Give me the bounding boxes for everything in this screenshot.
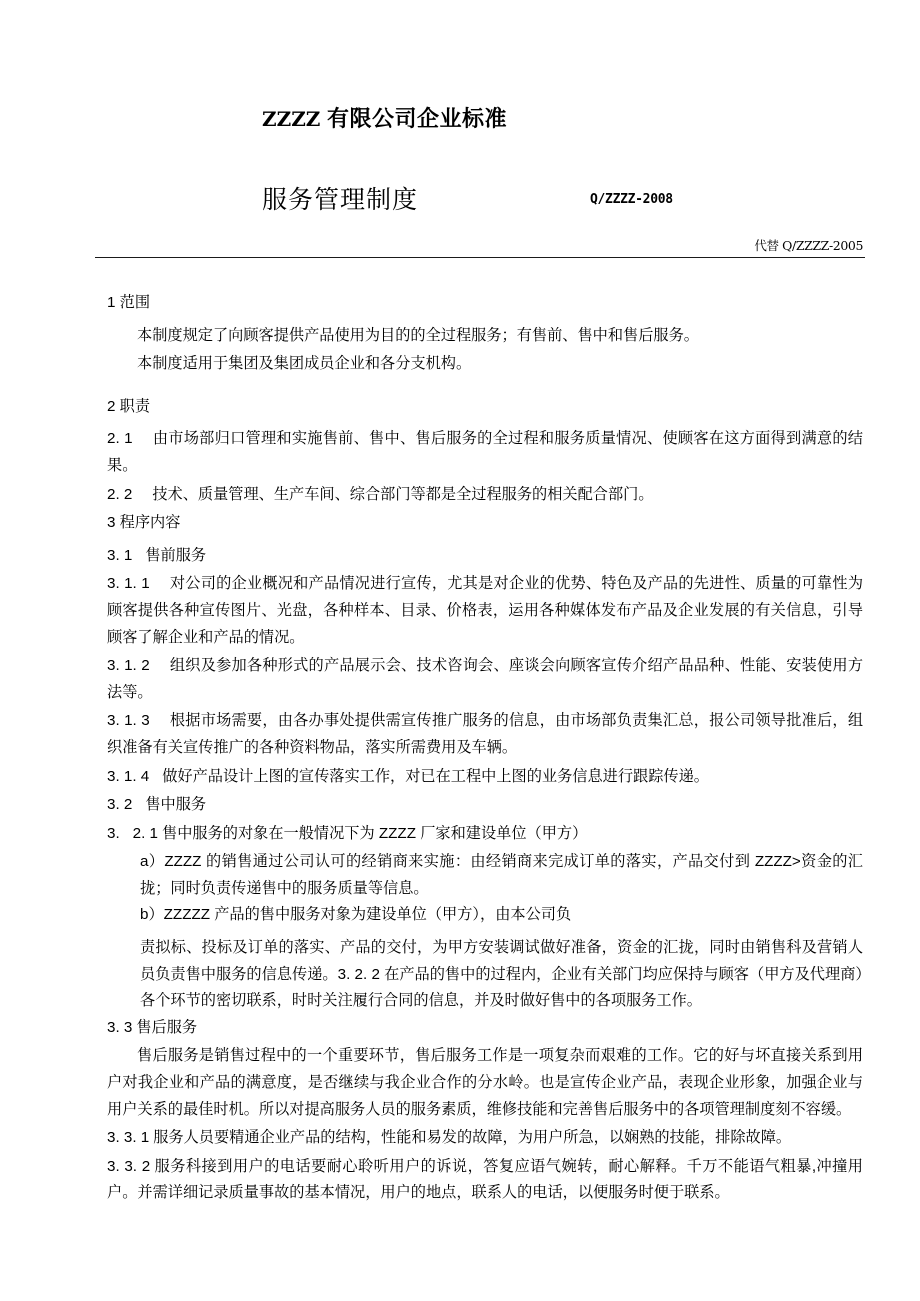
page-title <box>262 184 418 216</box>
clause-3-2-text: 售中服务 <box>145 796 207 814</box>
clause-3-1-3-text: 根据市场需要，由各办事处提供需宣传推广服务的信息，由市场部负责集汇总，报公司领导批准后，组织准备有关宣传推广的各种资料物品，落实所需费用及车辆。 <box>107 712 864 756</box>
clause-2-2 <box>107 482 863 509</box>
clause-2-1-number: 2. 1 <box>107 430 133 448</box>
clause-3-1-number: 3. 1 <box>107 546 133 564</box>
clause-3-1-4 <box>107 764 863 791</box>
clause-3-1-2-text: 组织及参加各种形式的产品展示会、技术咨询会、座谈会向顾客宣传介绍产品品种、性能、安装使用方法等。 <box>107 657 864 701</box>
clause-3-1-2 <box>107 653 863 706</box>
section-heading-1: 1 范围 <box>107 294 151 311</box>
clause-2-2-number: 2. 2 <box>107 485 133 503</box>
clause-3-1-3 <box>107 708 863 761</box>
list-item-b: b）ZZZZZ 产品的售中服务对象为建设单位（甲方），由本公司负 <box>140 906 572 924</box>
clause-3-1-3-number: 3. 1. 3 <box>107 712 150 730</box>
document-code: Q/ZZZZ-2008 <box>590 192 673 207</box>
standard-title-latin: ZZZZ <box>262 107 321 131</box>
clause-2-1 <box>107 426 863 479</box>
clause-3-3-2-number: 3. 3. 2 <box>107 1157 151 1175</box>
clause-3-2-1-number-prefix: 3. <box>107 824 120 842</box>
document-body <box>107 290 863 1209</box>
clause-3-1-4-number: 3. 1. 4 <box>107 767 150 785</box>
clause-3-1-1-text: 对公司的企业概况和产品情况进行宣传，尤其是对企业的优势、特色及产品的先进性、质量的可靠性为顾客提供各种宣传图片、光盘，各种样本、目录、价格表，运用各种媒体发布产品及企业发展的有关信息，引导顾客了解企业和产品的情况。 <box>107 575 864 646</box>
section-1-paragraph-1: 本制度规定了向顾客提供产品使用为目的的全过程服务；有售前、售中和售后服务。 <box>137 326 699 344</box>
clause-3-3-2 <box>107 1154 863 1207</box>
clause-2-2-text: 技术、质量管理、生产车间、综合部门等都是全过程服务的相关配合部门。 <box>152 485 654 503</box>
clause-3-3 <box>107 1015 863 1042</box>
title-row <box>95 184 865 218</box>
clause-3-3-1-number: 3. 3. 1 <box>107 1129 150 1147</box>
clause-3-1-1-number: 3. 1. 1 <box>107 575 150 593</box>
clause-3-3-text: 售后服务 <box>136 1018 198 1036</box>
clause-3-1-2-number: 3. 1. 2 <box>107 657 150 675</box>
section-1-paragraph-2: 本制度适用于集团及集团成员企业和各分支机构。 <box>137 355 472 373</box>
clause-3-2 <box>107 792 863 819</box>
list-item-a: a）ZZZZ 的销售通过公司认可的经销商来实施：由经销商来完成订单的落实，产品交付到 ZZZZ>资金的汇拢；同时负责传递售中的服务质量等信息。 <box>140 853 863 897</box>
document-header <box>95 104 865 254</box>
clause-3-2-number: 3. 2 <box>107 796 133 814</box>
clause-3-2-1 <box>107 821 863 848</box>
standard-title <box>95 104 865 134</box>
clause-3-2-1-number: 2. 1 <box>132 824 159 842</box>
clause-3-3-number: 3. 3 <box>107 1018 133 1036</box>
section-3-3-paragraph: 售后服务是销售过程中的一个重要环节，售后服务工作是一项复杂而艰难的工作。它的好与坏直接关系到用户对我企业和产品的满意度，是否继续与我企业合作的分水岭。也是宣传企业产品，表现企业形象，加强企业与用户关系的最佳时机。所以对提高服务人员的服务素质，维修技能和完善售后服务中的各项管理制度刻不容缓。 <box>107 1047 863 1118</box>
clause-3-2-1-text: 售中服务的对象在一般情况下为 ZZZZ 厂家和建设单位（甲方） <box>162 824 588 842</box>
section-heading-3: 3 程序内容 <box>107 514 181 532</box>
section-heading-2: 2 职责 <box>107 397 151 415</box>
list-item-b-continuation: 责拟标、投标及订单的落实、产品的交付，为甲方安装调试做好准备，资金的汇拢，同时由销售科及营销人员负责售中服务的信息传递。3. 2. 2 在产品的售中的过程内，企业有关部门均应保持与顾客（甲方及代理商）各个环节的密切联系，时时关注履行合同的信息，并及时做好售中的各项服务工作。 <box>140 939 863 1010</box>
clause-3-3-1-text: 服务人员要精通企业产品的结构，性能和易发的故障，为用户所急，以娴熟的技能，排除故障。 <box>153 1129 792 1147</box>
header-divider <box>95 257 865 258</box>
clause-3-1-1 <box>107 571 863 651</box>
clause-3-1-text: 售前服务 <box>145 546 207 564</box>
standard-title-cn: 有限公司企业标准 <box>327 106 508 131</box>
page-title-text: 服务管理制度 <box>262 186 419 214</box>
clause-3-3-1 <box>107 1125 863 1152</box>
clause-3-1 <box>107 543 863 570</box>
clause-2-1-text: 由市场部归口管理和实施售前、售中、售后服务的全过程和服务质量情况、使顾客在这方面得到满意的结果。 <box>107 430 863 474</box>
clause-3-3-2-text: 服务科接到用户的电话要耐心聆听用户的诉说，答复应语气婉转，耐心解释。千万不能语气粗暴,冲撞用户。并需详细记录质量事故的基本情况，用户的地点，联系人的电话，以便服务时便于联系。 <box>107 1157 863 1202</box>
supersede-note: 代替 Q/ZZZZ-2005 <box>754 238 863 253</box>
clause-3-1-4-text: 做好产品设计上图的宣传落实工作，对已在工程中上图的业务信息进行跟踪传递。 <box>162 767 709 785</box>
